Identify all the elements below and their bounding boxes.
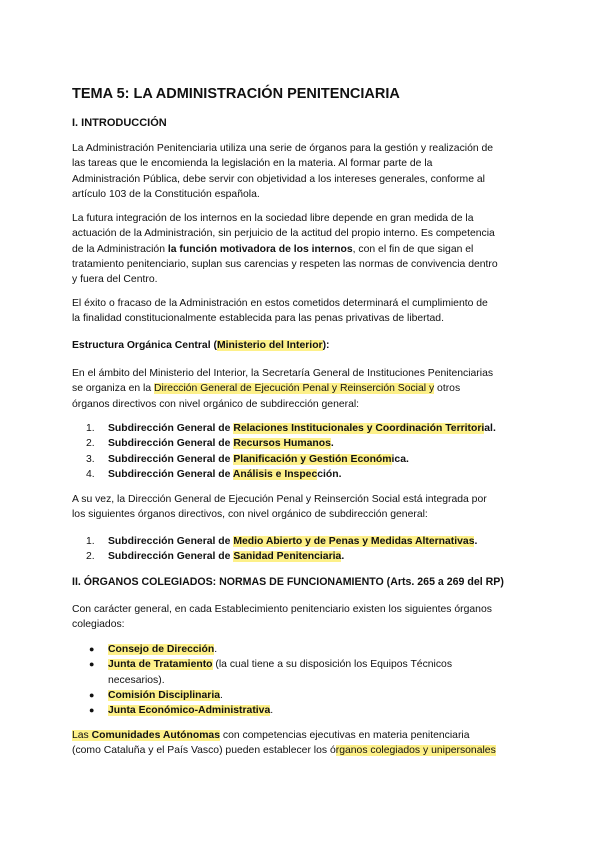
bold-run: ción. [317,468,342,480]
bold-run: al. [484,423,496,434]
text-run: , con el fin de que sigan el [352,243,474,255]
text-run: de la Administración [72,243,168,255]
list-item [72,703,452,718]
highlight-run: Las [72,730,92,741]
paragraph-organos-1 [72,602,532,633]
text-line: las tareas que le encomienda la legislación en la materia. Al formar parte de la [72,158,433,170]
organos-colegiados-list [72,642,452,718]
highlight-run: Medio Abierto y de Penas y Medidas Alternativas [233,536,475,547]
text-line: órganos directivos con nivel orgánico de subdirección general: [72,398,360,410]
subdirecciones-list [72,421,496,482]
highlight-run: Junta Económico-Administrativa [108,705,271,717]
list-item [72,534,477,549]
highlight-run: Consejo de Dirección [108,644,215,655]
text-line: El éxito o fracaso de la Administración en estos cometidos determinará el cumplimiento de [72,298,488,309]
bold-run: Subdirección General de [108,536,234,547]
list-item [72,642,452,657]
text-line: Administración Pública, debe servir con objetividad a los intereses generales, conforme al [72,173,485,185]
subdirecciones-dg-list [72,534,477,565]
list-number: 2. [86,438,95,450]
text-line: Con carácter general, en cada Establecimiento penitenciario existen los siguientes órganos [72,604,492,615]
estructura-heading [72,338,532,353]
list-item [72,436,496,451]
text-run: . [220,689,223,701]
list-item-continuation [72,673,452,688]
text-line: La futura integración de los internos en la sociedad libre depende en gran medida de la [72,213,474,224]
text-line [72,743,532,758]
text-line: La Administración Penitenciaria utiliza una serie de órganos para la gestión y realización de [72,143,494,154]
highlight-run: rganos colegiados y unipersonales [335,745,496,757]
list-item [72,421,496,436]
highlight-run: Planificación y Gestión Económ [233,453,392,465]
highlight-run: Dirección General de Ejecución Penal y Reinserción Social y [154,383,435,395]
highlight-run: Recursos Humanos [233,438,331,450]
section-heading-introduccion: I. INTRODUCCIÓN [72,117,167,129]
list-item [72,549,477,564]
text-run: necesarios). [108,674,165,686]
bold-run: Estructura Orgánica Central ( [72,340,217,351]
list-item [72,657,452,672]
highlight-run: Comunidades Autónomas [91,730,220,741]
list-item [72,452,496,467]
paragraph-intro-2 [72,211,532,287]
highlight-run: Ministerio del Interior [216,340,323,351]
text-run: (la cual tiene a su disposición los Equipos Técnicos [212,659,453,671]
bold-run: Subdirección General de [108,453,234,465]
list-number: 1. [86,536,95,547]
list-number: 3. [86,453,95,465]
bullet-icon: ● [89,689,95,700]
list-item [72,467,496,482]
text-line: A su vez, la Dirección General de Ejecución Penal y Reinserción Social está integrada por [72,494,487,505]
list-item [72,688,452,703]
text-run: (como Cataluña y el País Vasco) pueden establecer los ó [72,745,336,757]
list-number: 4. [86,468,95,480]
bold-run: Subdirección General de [108,551,234,563]
bold-run: Subdirección General de [108,438,234,450]
highlight-run: Junta de Tratamiento [108,659,213,671]
highlight-run: Relaciones Institucionales y Coordinación Territori [233,423,485,434]
text-run: . [214,644,218,655]
text-line [72,381,532,396]
bullet-icon: ● [89,705,95,716]
paragraph-intro-3 [72,296,532,327]
text-line [72,242,532,257]
text-line: artículo 103 de la Constitución española. [72,188,260,200]
text-run: se organiza en la [72,383,155,395]
highlight-run: Comisión Disciplinaria [108,689,221,701]
text-line: En el ámbito del Ministerio del Interior, la Secretaría General de Instituciones Penitenciarias [72,368,494,379]
page-title: TEMA 5: LA ADMINISTRACIÓN PENITENCIARIA [72,86,400,102]
bullet-icon: ● [89,659,95,670]
text-line: tratamiento penitenciario, suplan sus carencias y respeten las normas de convivencia dentro [72,258,498,270]
list-number: 2. [86,551,95,563]
text-line: y fuera del Centro. [72,274,158,286]
text-line [72,338,532,353]
bold-run: la función motivadora de los internos [167,243,353,255]
text-run: otros [434,383,461,395]
bullet-icon: ● [89,644,95,654]
text-line: la finalidad constitucionalmente establecida para las penas privativas de libertad. [72,313,444,325]
bold-run: ica. [391,453,409,465]
bold-run: . [474,536,478,547]
bold-run: . [341,551,345,563]
text-line: actuación de la Administración, sin perjuicio de la actitud del propio interno. Es competencia [72,228,495,240]
bold-run: Subdirección General de [108,423,234,434]
paragraph-intro-1 [72,141,532,202]
text-line [72,728,532,743]
paragraph-comunidades [72,728,532,759]
bold-run: . [330,438,334,450]
paragraph-direccion-general [72,492,532,523]
highlight-run: Análisis e Inspec [232,468,318,480]
text-run: . [270,705,274,717]
text-line: colegiados: [72,619,125,631]
text-line: los siguientes órganos directivos, con nivel orgánico de subdirección general: [72,509,428,521]
highlight-run: Sanidad Penitenciaria [233,551,342,563]
text-run: con competencias ejecutivas en materia penitenciaria [220,730,470,741]
bold-run: Subdirección General de [108,468,233,480]
paragraph-ministerio [72,366,532,412]
bold-run: ): [322,340,330,351]
section-heading-organos: II. ÓRGANOS COLEGIADOS: NORMAS DE FUNCIONAMIENTO (Arts. 265 a 269 del RP) [72,576,504,588]
list-number: 1. [86,423,95,434]
